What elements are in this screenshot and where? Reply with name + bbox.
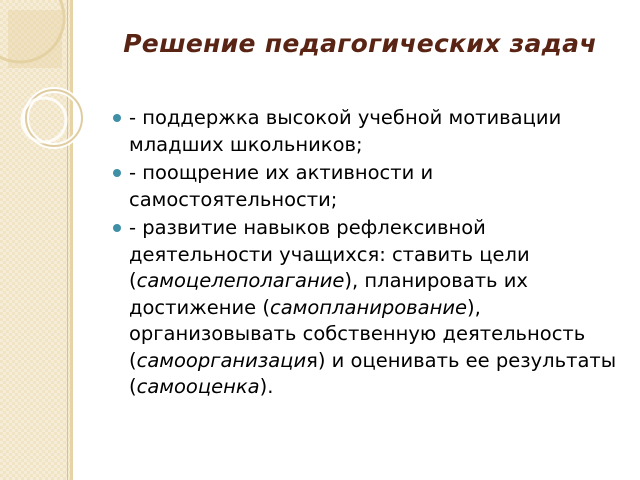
bullet-text (129, 216, 616, 398)
bullet-icon (113, 169, 121, 177)
bullet-term-self-organization: самоорганизаци (136, 348, 307, 372)
bullet-text: - поддержка высокой учебной мотивации младших школьников; (129, 106, 562, 156)
list-item (110, 105, 630, 158)
decorative-ring-inner (26, 90, 82, 146)
bullet-term-self-planning: самопланирование (269, 295, 468, 319)
bullet-icon (113, 224, 121, 232)
list-item (110, 215, 630, 401)
slide-title: Решение педагогических задач (123, 29, 597, 58)
bullet-list (110, 105, 630, 403)
bullet-text-part: ), организовывать собственную деятельность ( (129, 295, 586, 372)
list-item (110, 160, 630, 213)
bullet-term-self-assessment: самооценка (136, 375, 260, 398)
bullet-term-self-goal-setting: самоцелеполагание (136, 269, 345, 292)
bullet-text-part: ), планировать их достижение ( (129, 269, 528, 319)
bullet-text: - поощрение их активности и самостоятельности; (129, 161, 434, 211)
bullet-text-part: ). (259, 375, 274, 398)
bullet-text-part: я) и оценивать ее результаты ( (129, 348, 617, 398)
bullet-icon (113, 114, 121, 122)
bullet-text-part: - развитие навыков рефлексивной деятельности учащихся: ставить цели ( (129, 216, 530, 292)
